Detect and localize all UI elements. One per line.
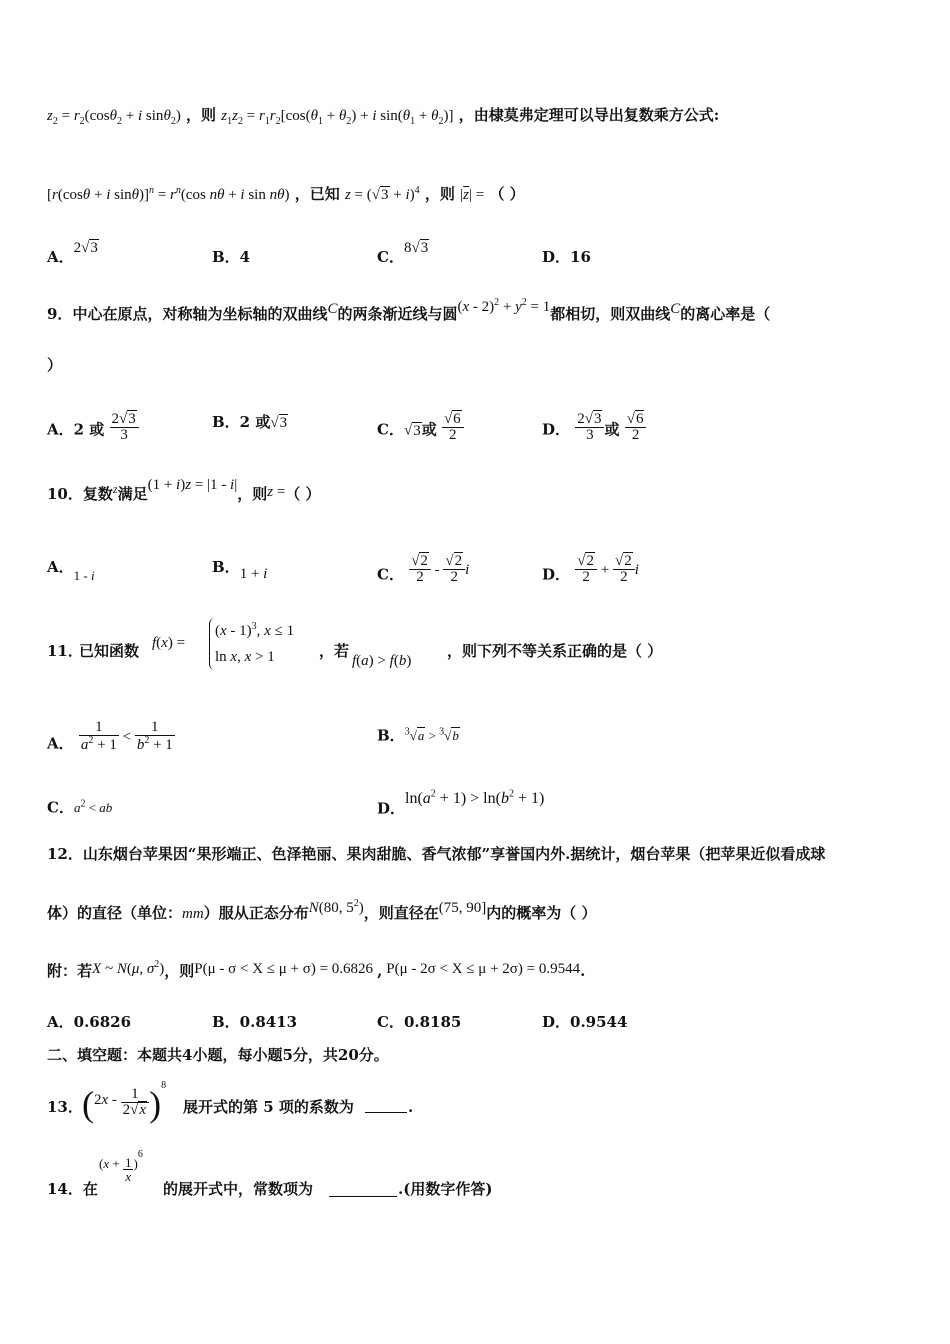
q12-options (47, 1015, 910, 1035)
q10-stem: 10．复数$^z$满足(1 + i)z = |1 - i|，则z =（ ） (47, 477, 321, 503)
q8-option-c[interactable]: C．8√3 (377, 240, 429, 266)
then-word: ，则 (186, 106, 217, 124)
q10-options (47, 535, 910, 585)
intro-line-2 (47, 186, 910, 203)
z2-formula: $z_2 = r_2(\cos\theta_2 + i$ sinθ$_2$) (47, 108, 181, 127)
answer-paren: （ ） (489, 185, 525, 203)
q13-stem: 13． (2x - $\frac{1}{2√x}$ )$^8$ 展开式的第 5 项的系数为 . (47, 1080, 414, 1124)
fx-label: f(x) = (152, 635, 186, 651)
q14-stem: 14．在 (x + $\frac{1}{x}$ )$^6$ 的展开式中，常数项为 .(用数字作答) (47, 1149, 493, 1198)
q9-option-a[interactable]: A．2 或 $\frac{2√3}{3}$ (47, 415, 139, 446)
q13-expression: (2x - $\frac{1}{2√x}$ )$^8$ (82, 1080, 167, 1124)
q14-expression: (x + $\frac{1}{x}$ )$^6$ (99, 1149, 143, 1184)
section-fill-in-heading: 二、填空题：本题共4小题，每小题5分，共20分。 (47, 1046, 389, 1064)
power-formula: [r(cosθ + i $\sin\theta)]^n = r^n(\cos$ nθ + i sin nθ) (47, 185, 290, 203)
q12-option-b[interactable]: B．0.8413 (212, 1013, 298, 1031)
intro-line-1 (47, 108, 910, 127)
q14-answer-blank[interactable] (329, 1196, 397, 1197)
q9-option-c[interactable]: C．√3或 $\frac{√6}{2}$ (377, 415, 464, 446)
interval: (75, 90] (438, 900, 487, 916)
q8-option-a[interactable]: A．2√3 (47, 240, 98, 266)
q11-condition: f(a) > f(b) (352, 653, 412, 669)
curve-c: C (327, 301, 338, 317)
q13-answer-blank[interactable] (365, 1112, 407, 1113)
q10-option-a[interactable]: A．1 - i (47, 558, 95, 583)
q11-option-d[interactable]: D．$\ln(a^2 + 1) > \ln(b^2 + 1)$ (377, 789, 545, 818)
q10-option-d[interactable]: D． $\frac{√2}{2}$ + $\frac{√2}{2}$ i (542, 553, 639, 585)
circle-equation: $(x - 2)^2 + y^2 = 1$ (457, 297, 551, 315)
abs-zbar: $|\overline{z}|$ = (460, 187, 485, 203)
q12-option-c[interactable]: C．0.8185 (377, 1013, 462, 1031)
normal-dist: N(80, $5^2$) (308, 898, 364, 916)
piecewise-cases: (x - 1)$^3$, x ≤ 1 ln x, x > 1 (209, 618, 294, 670)
z-definition: $z = (√3 + i)^4$ (344, 185, 420, 203)
q10-option-b[interactable]: B．1 + i (212, 558, 268, 582)
q10-option-c[interactable]: C． $\frac{√2}{2}$ - $\frac{√2}{2}$ i (377, 553, 470, 585)
q12-option-a[interactable]: A．0.6826 (47, 1013, 132, 1031)
q11-option-a[interactable]: A． $\frac{1}{a^2 + 1}$ < $\frac{1}{b^2 + 1}$ (47, 719, 173, 753)
q9-option-d[interactable]: D． $\frac{2√3}{3}$ 或 $\frac{√6}{2}$ (542, 415, 646, 446)
q11-option-c[interactable]: C．$a^2$ < ab (47, 798, 113, 817)
q11-option-b[interactable]: B．$^3$√a > $^3$√b (377, 726, 459, 745)
known-word: ，已知 (294, 185, 340, 203)
q12-line-1: 12．山东烟台苹果因“果形端正、色泽艳丽、果肉甜脆、香气浓郁”享誉国内外.据统计，烟台苹果（把苹果近似看成球 (47, 845, 826, 863)
q8-option-b[interactable]: B．4 (212, 248, 251, 266)
q12-option-d[interactable]: D．0.9544 (542, 1013, 628, 1031)
q9-option-b[interactable]: B．2 或√3 (212, 413, 288, 431)
q12-line-2: 体）的直径（单位：mm）服从正态分布N(80, $5^2$)，则直径在(75, 90]内的概率为（ ） (47, 898, 597, 922)
prob-two-sigma: P(μ - 2σ < X ≤ μ + 2σ) = 0.9544 (386, 961, 581, 977)
x-dist: X ~ N(μ, $\sigma^2$) (92, 959, 165, 977)
q11-options-row2 (47, 785, 910, 818)
q9-stem: 9．中心在原点，对称轴为坐标轴的双曲线C的两条渐近线与圆$(x - 2)^2 + y^2 = 1$都相切，则双曲线C的离心率是（ (47, 297, 771, 323)
q11-options-row1 (47, 703, 910, 753)
unit-mm: mm (182, 906, 204, 922)
q8-option-d[interactable]: D．16 (542, 248, 591, 266)
then-word-2: ，则 (424, 185, 455, 203)
q9-options (47, 395, 910, 445)
intro-tail: ，由棣莫弗定理可以导出复数乘方公式: (458, 106, 720, 124)
q9-stem-close: ） (47, 356, 63, 374)
product-formula: $z_1z_2 = r_1r_2[\cos(\theta_1 + \theta_2) + i$ $\sin(\theta_1 + \theta_2)$] (221, 108, 454, 127)
q12-line-3: 附：若X ~ N(μ, $\sigma^2$)，则P(μ - σ < X ≤ μ + σ) = 0.6826 , P(μ - 2σ < X ≤ μ + 2σ) = 0.9544. (47, 959, 586, 980)
q10-equation: (1 + i)z = |1 - i| (147, 477, 238, 493)
q8-options (47, 240, 910, 267)
prob-one-sigma: P(μ - σ < X ≤ μ + σ) = 0.6826 (194, 961, 374, 977)
q11-stem: 11． 已知函数 f(x) = (x - 1)$^3$, x ≤ 1 ln x, x > 1 ，若 f(a) > f(b) ，则下列不等关系正确的是（ ） (47, 618, 910, 674)
